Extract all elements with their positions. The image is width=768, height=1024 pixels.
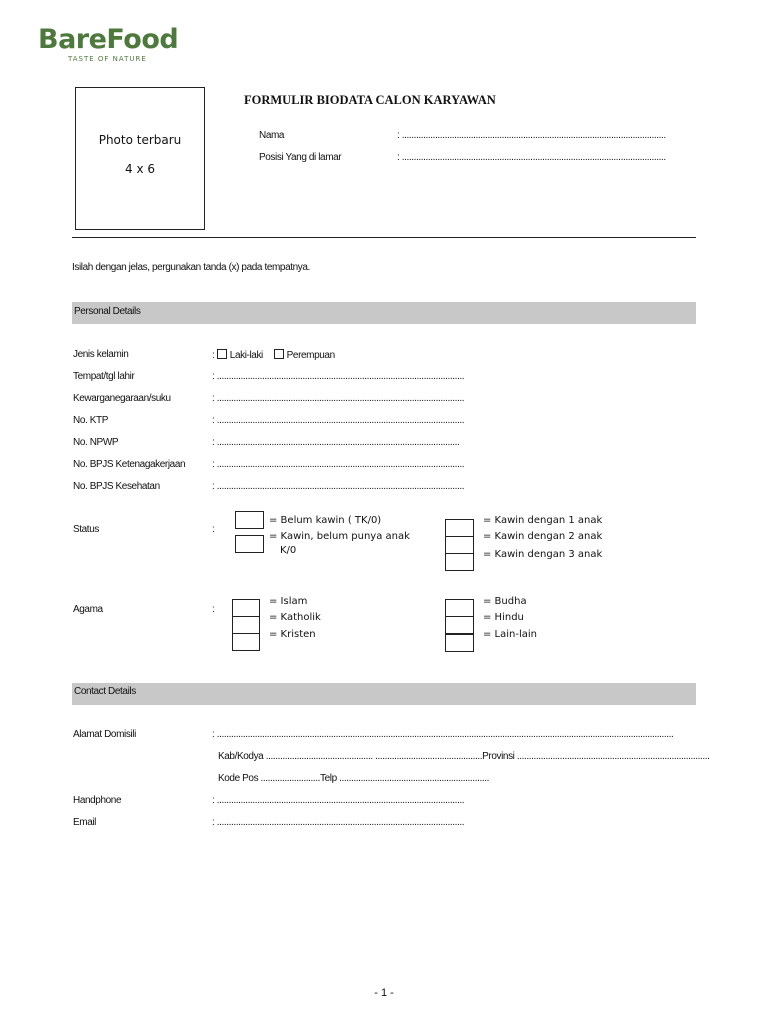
religion-other-checkbox[interactable] [445, 634, 474, 652]
status-single-label: = Belum kawin ( TK/0) [269, 515, 382, 526]
gender-male-label: Laki-laki [229, 350, 263, 361]
npwp-label: No. NPWP [73, 437, 119, 448]
bpjs-tk-label: No. BPJS Ketenagakerjaan [73, 459, 186, 470]
address-label: Alamat Domisili [73, 729, 136, 740]
religion-kristen-checkbox[interactable] [232, 633, 260, 651]
position-label: Posisi Yang di lamar [259, 152, 342, 163]
religion-colon: : [212, 604, 215, 615]
postal-phone-field[interactable]: Kode Pos .........................Telp ............................................................... [218, 773, 489, 784]
religion-other-label: = Lain-lain [483, 629, 538, 640]
status-three-children-label: = Kawin dengan 3 anak [483, 549, 603, 560]
instruction-text: Isilah dengan jelas, pergunakan tanda (x) pada tempatnya. [72, 262, 310, 273]
status-three-children-checkbox[interactable] [445, 553, 474, 571]
birth-label: Tempat/tgl lahir [73, 371, 135, 382]
photo-caption: Photo terbaru [98, 133, 182, 147]
gender-male-checkbox[interactable] [217, 349, 227, 359]
name-label: Nama [259, 130, 285, 141]
header-divider [72, 237, 696, 238]
status-two-children-checkbox[interactable] [445, 536, 474, 554]
nationality-field[interactable]: : ........................................................................................................ [212, 393, 465, 404]
gender-colon: : Laki-laki Perempuan [212, 350, 335, 361]
contact-details-heading: Contact Details [74, 686, 136, 697]
name-field[interactable]: : ............................................................................................................... [397, 130, 666, 141]
company-logo-tagline: TASTE OF NATURE [68, 55, 147, 63]
contact-details-band [72, 683, 696, 705]
company-logo-wordmark: BareFood [38, 24, 179, 55]
religion-label: Agama [73, 604, 103, 615]
photo-placeholder-box [75, 87, 205, 230]
ktp-field[interactable]: : ........................................................................................................ [212, 415, 465, 426]
religion-hindu-label: = Hindu [483, 612, 524, 623]
status-one-child-checkbox[interactable] [445, 519, 474, 537]
city-province-field[interactable]: Kab/Kodya ............................................. .............................................Provinsi ................................................................................. [218, 751, 710, 762]
religion-katholik-checkbox[interactable] [232, 616, 260, 634]
religion-hindu-checkbox[interactable] [445, 616, 474, 634]
religion-budha-checkbox[interactable] [445, 599, 474, 617]
status-colon: : [212, 524, 215, 535]
handphone-label: Handphone [73, 795, 122, 806]
status-single-checkbox[interactable] [235, 511, 264, 529]
religion-katholik-label: = Katholik [269, 612, 321, 623]
nationality-label: Kewarganegaraan/suku [73, 393, 171, 404]
status-label: Status [73, 524, 99, 535]
page-number: - 1 - [374, 987, 394, 999]
gender-label: Jenis kelamin [73, 349, 129, 360]
status-two-children-label: = Kawin dengan 2 anak [483, 531, 603, 542]
status-married-no-child-code: K/0 [280, 545, 297, 556]
ktp-label: No. KTP [73, 415, 108, 426]
status-married-no-child-label: = Kawin, belum punya anak [269, 531, 410, 542]
status-one-child-label: = Kawin dengan 1 anak [483, 515, 603, 526]
gender-female-label: Perempuan [286, 350, 335, 361]
religion-islam-label: = Islam [269, 596, 308, 607]
religion-budha-label: = Budha [483, 596, 527, 607]
photo-size: 4 x 6 [125, 162, 155, 176]
personal-details-band [72, 302, 696, 324]
status-married-no-child-checkbox[interactable] [235, 535, 264, 553]
npwp-field[interactable]: : ...................................................................................................... [212, 437, 460, 448]
birth-field[interactable]: : ........................................................................................................ [212, 371, 465, 382]
bpjs-kes-field[interactable]: : ........................................................................................................ [212, 481, 465, 492]
religion-islam-checkbox[interactable] [232, 599, 260, 617]
position-field[interactable]: : ............................................................................................................... [397, 152, 666, 163]
religion-kristen-label: = Kristen [269, 629, 316, 640]
email-field[interactable]: : ........................................................................................................ [212, 817, 465, 828]
form-title: FORMULIR BIODATA CALON KARYAWAN [244, 93, 496, 107]
gender-female-checkbox[interactable] [274, 349, 284, 359]
bpjs-tk-field[interactable]: : ........................................................................................................ [212, 459, 465, 470]
handphone-field[interactable]: : ........................................................................................................ [212, 795, 465, 806]
email-label: Email [73, 817, 97, 828]
personal-details-heading: Personal Details [74, 306, 141, 317]
address-field[interactable]: : ................................................................................................................................................................................................ [212, 729, 674, 740]
bpjs-kes-label: No. BPJS Kesehatan [73, 481, 160, 492]
